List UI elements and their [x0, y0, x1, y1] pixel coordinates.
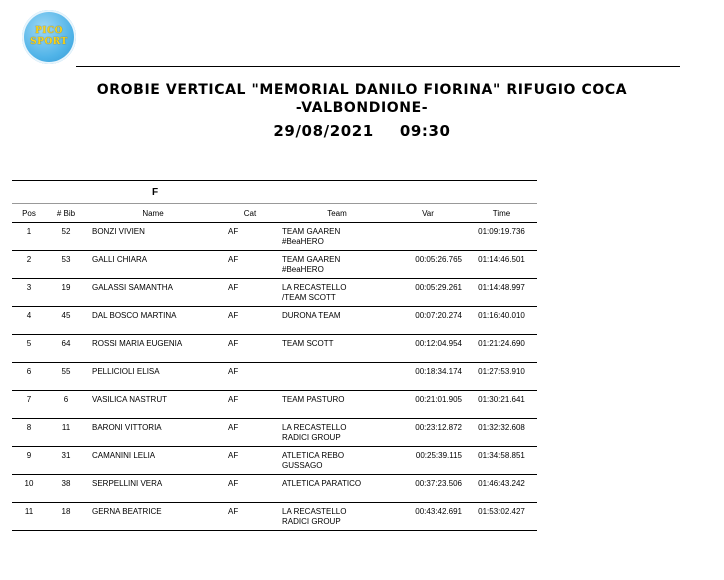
- row-pos: 11: [12, 503, 46, 531]
- table-row: [12, 363, 537, 391]
- row-bib: 18: [46, 503, 86, 531]
- row-cat: AF: [220, 503, 280, 531]
- row-team: [280, 475, 394, 503]
- row-team-line1: DURONA TEAM: [282, 311, 341, 320]
- row-team-line2: GUSSAGO: [282, 461, 323, 470]
- row-cat: AF: [220, 251, 280, 279]
- row-bib: 52: [46, 223, 86, 251]
- row-var: 00:37:23.506: [394, 475, 466, 503]
- row-name: PELLICIOLI ELISA: [86, 363, 220, 391]
- row-pos: 1: [12, 223, 46, 251]
- header-var: Var: [394, 204, 466, 223]
- row-bib: 45: [46, 307, 86, 335]
- category-row: [12, 181, 537, 204]
- row-team-line1: ATLETICA REBO: [282, 451, 345, 460]
- table-row: [12, 279, 537, 307]
- row-cat: AF: [220, 363, 280, 391]
- row-var: [394, 223, 466, 251]
- row-bib: 19: [46, 279, 86, 307]
- row-time: 01:32:32.608: [466, 419, 537, 447]
- event-location: -VALBONDIONE-: [295, 100, 429, 116]
- row-time: 01:46:43.242: [466, 475, 537, 503]
- row-team-line1: TEAM PASTURO: [282, 395, 345, 404]
- header-pos: Pos: [12, 204, 46, 223]
- header-time: Time: [466, 204, 537, 223]
- row-name: SERPELLINI VERA: [86, 475, 220, 503]
- row-var: 00:07:20.274: [394, 307, 466, 335]
- table-row: [12, 447, 537, 475]
- header-cat: Cat: [220, 204, 280, 223]
- row-bib: 55: [46, 363, 86, 391]
- row-time: 01:30:21.641: [466, 391, 537, 419]
- row-team: [280, 503, 394, 531]
- row-cat: AF: [220, 419, 280, 447]
- row-name: ROSSI MARIA EUGENIA: [86, 335, 220, 363]
- row-var: 00:21:01.905: [394, 391, 466, 419]
- row-name: BONZI VIVIEN: [86, 223, 220, 251]
- row-team: [280, 223, 394, 251]
- table-header: [12, 204, 537, 223]
- row-var: 00:18:34.174: [394, 363, 466, 391]
- header-bib: # Bib: [46, 204, 86, 223]
- row-team-line1: TEAM GAAREN: [282, 255, 341, 264]
- row-team-line2: #BeaHERO: [282, 237, 324, 246]
- row-bib: 64: [46, 335, 86, 363]
- row-name: GALASSI SAMANTHA: [86, 279, 220, 307]
- row-bib: 53: [46, 251, 86, 279]
- pico-sport-logo: [22, 10, 76, 64]
- row-name: BARONI VITTORIA: [86, 419, 220, 447]
- row-var: 00:43:42.691: [394, 503, 466, 531]
- row-time: 01:21:24.690: [466, 335, 537, 363]
- row-time: 01:27:53.910: [466, 363, 537, 391]
- row-pos: 2: [12, 251, 46, 279]
- row-team: [280, 391, 394, 419]
- row-name: DAL BOSCO MARTINA: [86, 307, 220, 335]
- row-team-line1: LA RECASTELLO: [282, 283, 347, 292]
- row-bib: 6: [46, 391, 86, 419]
- row-team-line2: RADICI GROUP: [282, 517, 341, 526]
- row-cat: AF: [220, 279, 280, 307]
- row-team: [280, 307, 394, 335]
- header-name: Name: [86, 204, 220, 223]
- row-pos: 10: [12, 475, 46, 503]
- event-title: OROBIE VERTICAL "MEMORIAL DANILO FIORINA" RIFUGIO COCA: [96, 82, 628, 98]
- row-cat: AF: [220, 223, 280, 251]
- table-row: [12, 475, 537, 503]
- row-time: 01:09:19.736: [466, 223, 537, 251]
- row-team: [280, 363, 394, 391]
- row-name: GALLI CHIARA: [86, 251, 220, 279]
- row-bib: 31: [46, 447, 86, 475]
- row-time: 01:53:02.427: [466, 503, 537, 531]
- row-team: [280, 419, 394, 447]
- logo-text-line1: PICO: [35, 26, 63, 36]
- row-name: VASILICA NASTRUT: [86, 391, 220, 419]
- row-time: 01:16:40.010: [466, 307, 537, 335]
- row-cat: AF: [220, 335, 280, 363]
- row-var: 00:25:39.115: [394, 447, 466, 475]
- row-time: 01:14:46.501: [466, 251, 537, 279]
- row-team: [280, 335, 394, 363]
- row-pos: 4: [12, 307, 46, 335]
- row-var: 00:23:12.872: [394, 419, 466, 447]
- row-pos: 9: [12, 447, 46, 475]
- row-team-line2: /TEAM SCOTT: [282, 293, 336, 302]
- row-pos: 6: [12, 363, 46, 391]
- row-name: GERNA BEATRICE: [86, 503, 220, 531]
- header-team: Team: [280, 204, 394, 223]
- row-pos: 7: [12, 391, 46, 419]
- row-name: CAMANINI LELIA: [86, 447, 220, 475]
- row-time: 01:34:58.851: [466, 447, 537, 475]
- table-row: [12, 503, 537, 531]
- row-team-line1: LA RECASTELLO: [282, 507, 347, 516]
- row-team: [280, 279, 394, 307]
- row-team-line2: RADICI GROUP: [282, 433, 341, 442]
- row-cat: AF: [220, 391, 280, 419]
- row-team: [280, 251, 394, 279]
- event-date: 29/08/2021: [273, 122, 374, 140]
- row-team-line1: TEAM SCOTT: [282, 339, 334, 348]
- results-table: [12, 180, 537, 531]
- header-divider: [76, 66, 680, 67]
- row-team-line2: #BeaHERO: [282, 265, 324, 274]
- row-team-line1: LA RECASTELLO: [282, 423, 347, 432]
- logo-text-line2: SPORT: [30, 37, 68, 47]
- row-var: 00:05:29.261: [394, 279, 466, 307]
- category-label: F: [86, 181, 220, 204]
- row-bib: 11: [46, 419, 86, 447]
- row-cat: AF: [220, 307, 280, 335]
- row-time: 01:14:48.997: [466, 279, 537, 307]
- row-var: 00:05:26.765: [394, 251, 466, 279]
- table-row: [12, 391, 537, 419]
- row-pos: 5: [12, 335, 46, 363]
- row-bib: 38: [46, 475, 86, 503]
- table-row: [12, 307, 537, 335]
- row-cat: AF: [220, 447, 280, 475]
- table-row: [12, 251, 537, 279]
- table-row: [12, 419, 537, 447]
- row-team: [280, 447, 394, 475]
- event-datetime: [0, 122, 724, 140]
- row-pos: 8: [12, 419, 46, 447]
- row-pos: 3: [12, 279, 46, 307]
- event-time: 09:30: [399, 122, 451, 140]
- row-team-line1: TEAM GAAREN: [282, 227, 341, 236]
- row-var: 00:12:04.954: [394, 335, 466, 363]
- row-cat: AF: [220, 475, 280, 503]
- table-row: [12, 223, 537, 251]
- table-row: [12, 335, 537, 363]
- row-team-line1: ATLETICA PARATICO: [282, 479, 362, 488]
